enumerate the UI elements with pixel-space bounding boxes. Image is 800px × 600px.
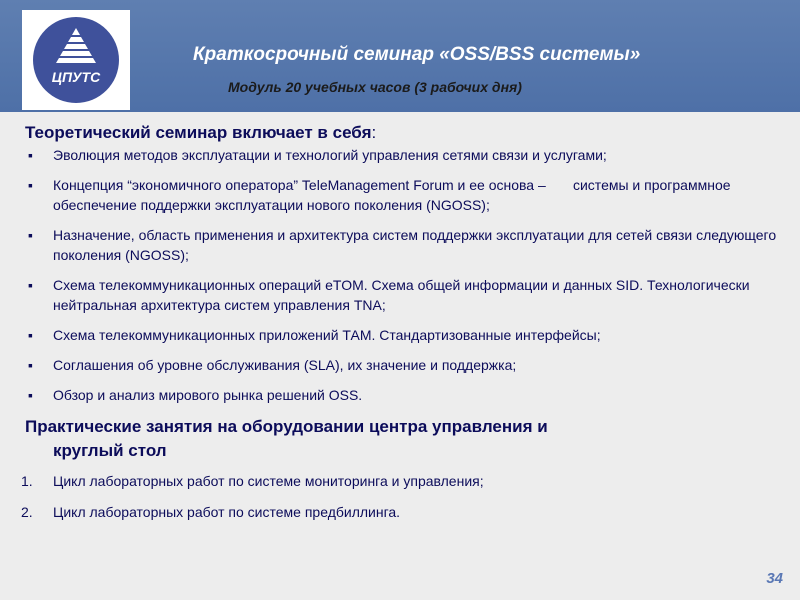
theory-heading bbox=[25, 123, 780, 143]
logo-text: ЦПУТС bbox=[51, 69, 101, 85]
item-number: 2. bbox=[21, 504, 33, 520]
bullet-icon: ▪ bbox=[28, 147, 33, 163]
practice-heading bbox=[25, 415, 720, 463]
list-item bbox=[0, 355, 800, 375]
list-item bbox=[0, 502, 800, 522]
list-item-text: Схема телекоммуникационных операций eTOM. Схема общей информации и данных SID. Технологически нейтральная архитектура систем управления TNA; bbox=[53, 277, 750, 313]
list-item bbox=[0, 175, 800, 215]
list-item bbox=[0, 325, 800, 345]
list-item bbox=[0, 145, 800, 165]
practice-list bbox=[0, 471, 800, 522]
list-item-text: Цикл лабораторных работ по системе мониторинга и управления; bbox=[53, 473, 484, 489]
bullet-icon: ▪ bbox=[28, 277, 33, 293]
list-item bbox=[0, 385, 800, 405]
list-item bbox=[0, 471, 800, 491]
bullet-icon: ▪ bbox=[28, 177, 33, 193]
logo bbox=[22, 10, 130, 110]
bullet-icon: ▪ bbox=[28, 327, 33, 343]
list-item-text: Назначение, область применения и архитектура систем поддержки эксплуатации для сетей связи следующего поколения (NGOSS); bbox=[53, 227, 777, 263]
slide-content bbox=[0, 123, 800, 533]
list-item-text: Соглашения об уровне обслуживания (SLA), их значение и поддержка; bbox=[53, 357, 517, 373]
practice-heading-line1: Практические занятия на оборудовании центра управления и bbox=[25, 417, 548, 436]
list-item-text: Эволюция методов эксплуатации и технологий управления сетями связи и услугами; bbox=[53, 147, 607, 163]
list-item bbox=[0, 275, 800, 315]
item-number: 1. bbox=[21, 473, 33, 489]
theory-list bbox=[0, 145, 800, 405]
header-bar bbox=[0, 0, 800, 112]
slide-subtitle: Модуль 20 учебных часов (3 рабочих дня) bbox=[228, 79, 522, 95]
list-item-text: Схема телекоммуникационных приложений ТАМ. Стандартизованные интерфейсы; bbox=[53, 327, 601, 343]
list-item bbox=[0, 225, 800, 265]
logo-emblem-icon bbox=[22, 10, 130, 110]
practice-heading-line2: круглый стол bbox=[53, 441, 167, 460]
bullet-icon: ▪ bbox=[28, 357, 33, 373]
list-item-text: Обзор и анализ мирового рынка решений OSS. bbox=[53, 387, 363, 403]
list-item-text: Цикл лабораторных работ по системе предбиллинга. bbox=[53, 504, 401, 520]
bullet-icon: ▪ bbox=[28, 387, 33, 403]
theory-heading-colon: : bbox=[371, 123, 377, 142]
page-number: 34 bbox=[766, 570, 783, 587]
list-item-text: Концепция “экономичного оператора” TeleManagement Forum и ее основа – системы и программное обеспечение поддержки эксплуатации нового поколения (NGOSS); bbox=[53, 177, 735, 213]
slide-title: Краткосрочный семинар «OSS/BSS системы» bbox=[193, 44, 641, 65]
theory-heading-text: Теоретический семинар включает в себя bbox=[25, 123, 372, 142]
bullet-icon: ▪ bbox=[28, 227, 33, 243]
